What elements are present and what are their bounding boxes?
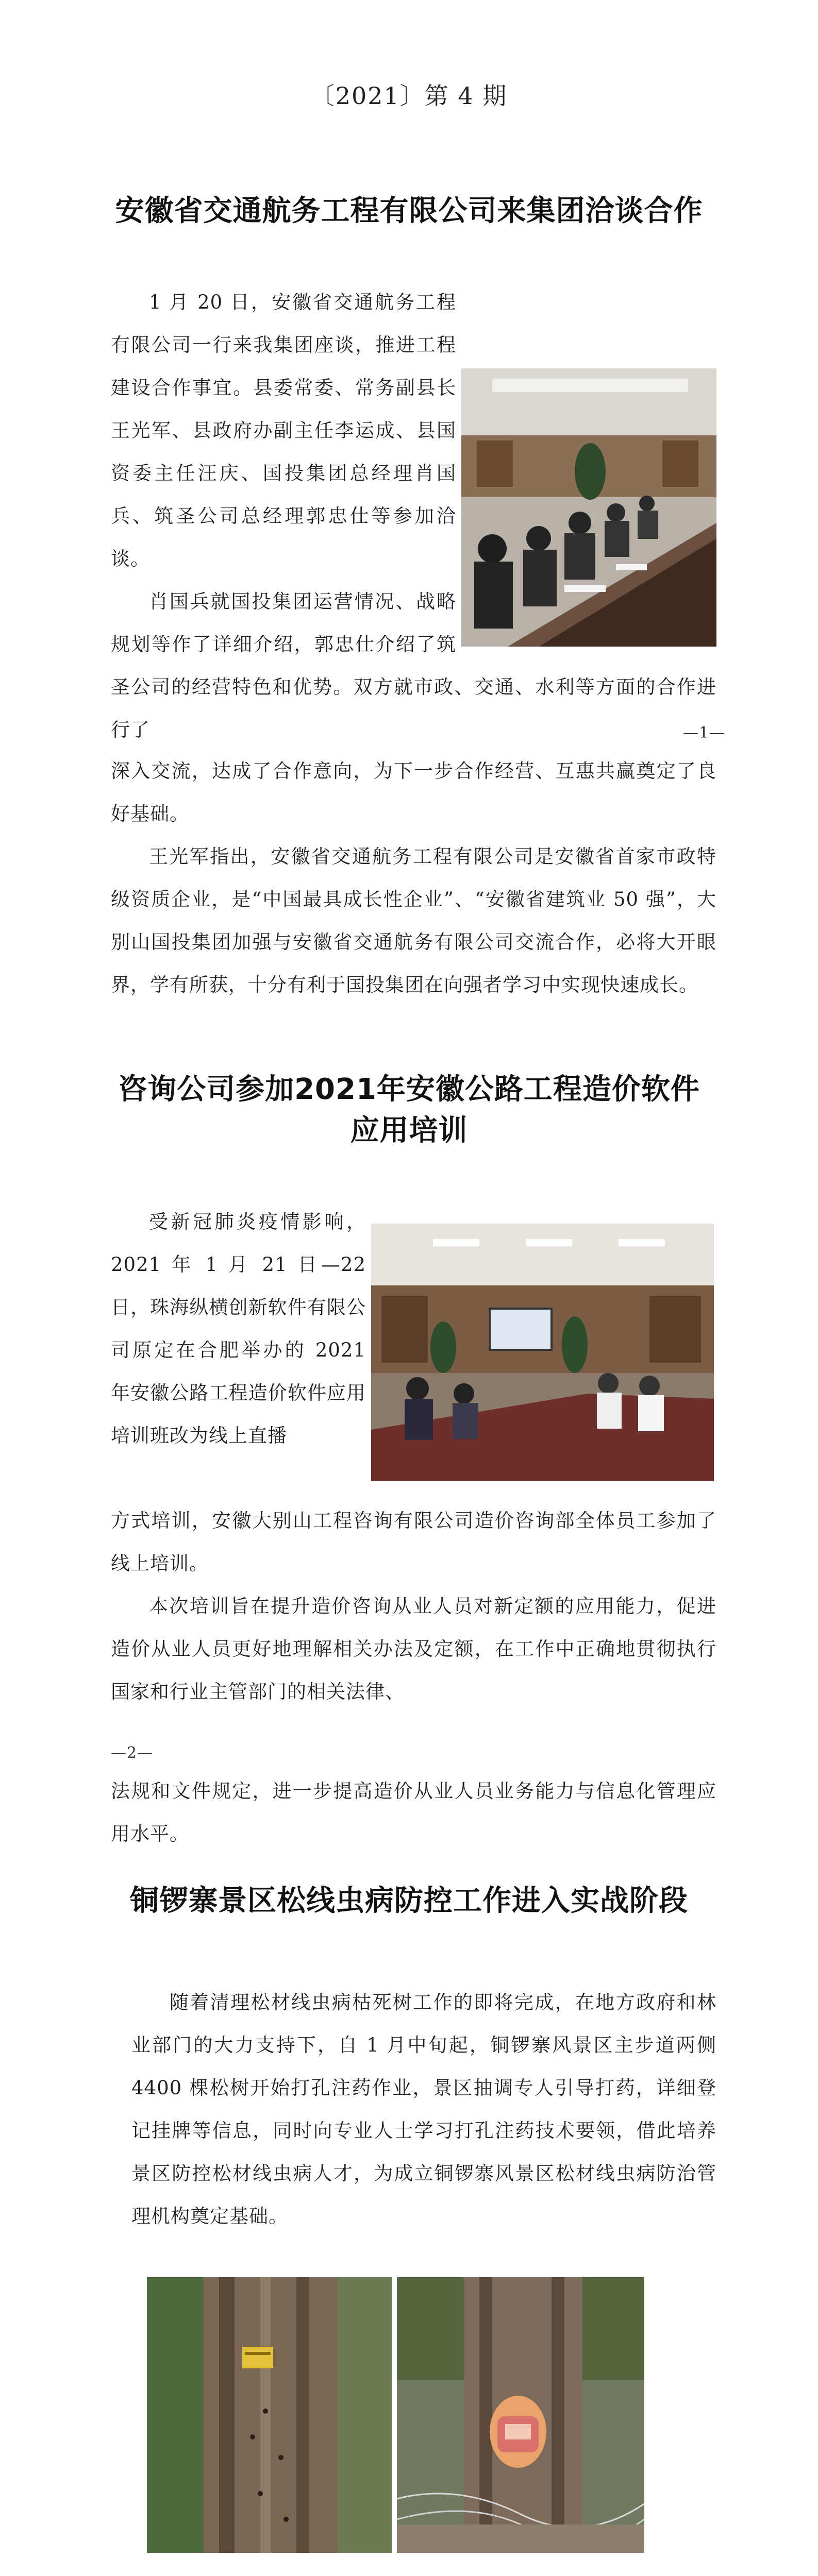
article-3-body: [131, 1981, 716, 2238]
issue-number: 〔2021〕第 4 期: [310, 82, 508, 110]
article-2-paragraph-2: 本次培训旨在提升造价咨询从业人员对新定额的应用能力，促进造价从业人员更好地理解相关办法及定额，在工作中正确地贯彻执行国家和行业主管部门的相关法律、: [111, 1595, 716, 1703]
injection-bottle-photo: [397, 2277, 644, 2553]
article-2-paragraph-1-continued: 方式培训，安徽大别山工程咨询有限公司造价咨询部全体员工参加了线上培训。: [111, 1510, 716, 1574]
pine-tree-trunk-photo: [147, 2277, 392, 2553]
article-1-wrap-region: [111, 281, 716, 741]
photo-float-spacer: [456, 281, 716, 654]
article-2-title: [0, 1069, 818, 1151]
article-1-title: 安徽省交通航务工程有限公司来集团洽谈合作: [115, 194, 703, 228]
article-1-continuation: [111, 750, 716, 1006]
photo-float-spacer-2: [366, 1200, 716, 1499]
article-2-continuation: [111, 1499, 716, 1713]
article-2-paragraph-1: 受新冠肺炎疫情影响，2021 年 1 月 21 日—22 日，珠海纵横创新软件有限公司原定在合肥举办的 2021 年安徽公路工程造价软件应用培训班改为线上直播: [111, 1211, 366, 1447]
article-2-title-line-2: 应用培训: [350, 1114, 468, 1147]
article-1-paragraph-2: 肖国兵就国投集团运营情况、战略规划等作了详细介绍，郭忠仕介绍了筑圣公司的经营特色和优势。双方就市政、交通、水利等方面的合作进行了: [111, 590, 716, 741]
article-2-paragraph-2-continued: 法规和文件规定，进一步提高造价从业人员业务能力与信息化管理应用水平。: [111, 1780, 716, 1845]
article-2-title-line-1: 咨询公司参加2021年安徽公路工程造价软件: [118, 1073, 700, 1106]
page-number-1: —1—: [683, 724, 726, 742]
article-1-paragraph-3: 王光军指出，安徽省交通航务工程有限公司是安徽省首家市政特级资质企业，是“中国最具成长性企业”、“安徽省建筑业 50 强”，大别山国投集团加强与安徽省交通航务有限公司交流合作，必将大开眼界，学有所获，十分有利于国投集团在向强者学习中实现快速成长。: [111, 845, 716, 996]
article-1-paragraph-2-continued: 深入交流，达成了合作意向，为下一步合作经营、互惠共赢奠定了良好基础。: [111, 760, 716, 825]
article-3-title: 铜锣寨景区松线虫病防控工作进入实战阶段: [130, 1884, 688, 1918]
article-2-continuation-2: [111, 1770, 716, 1855]
article-3-paragraph-1: 随着清理松材线虫病枯死树工作的即将完成，在地方政府和林业部门的大力支持下，自 1 月中旬起，铜锣寨风景区主步道两侧 4400 棵松树开始打孔注药作业，景区抽调专人引导打药，详细登记挂牌等信息，同时向专业人士学习打孔注药技术要领，借此培养景区防控松材线虫病人才，为成立铜锣寨风景区松材线虫病防治管理机构奠定基础。: [131, 1991, 716, 2227]
article-1-paragraph-1: 1 月 20 日，安徽省交通航务工程有限公司一行来我集团座谈，推进工程建设合作事宜。县委常委、常务副县长王光军、县政府办副主任李运成、县国资委主任汪庆、国投集团总经理肖国兵、筑圣公司总经理郭忠仕等参加洽谈。: [111, 291, 456, 570]
page-number-2: —2—: [111, 1744, 154, 1762]
article-2-wrap-region: [111, 1200, 716, 1504]
